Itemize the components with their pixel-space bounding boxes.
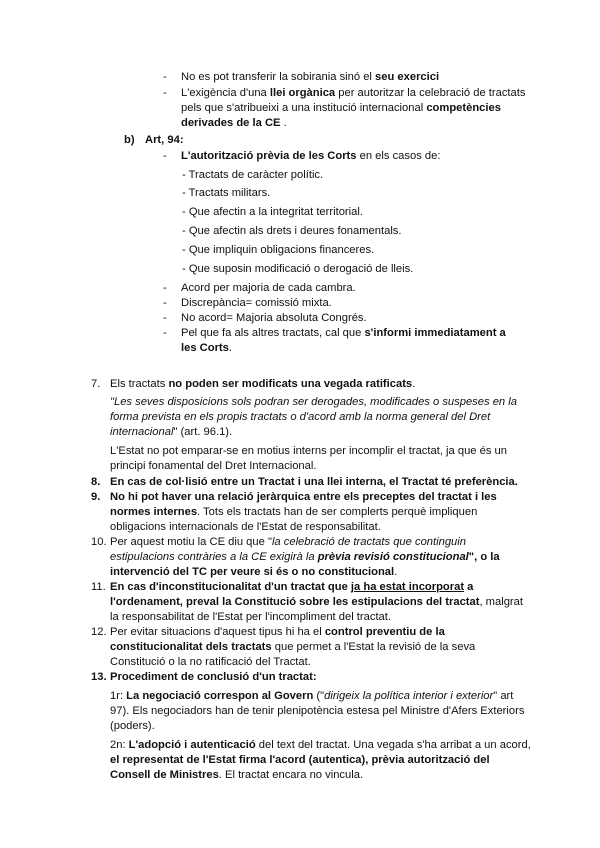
art94-authorization	[181, 149, 440, 163]
case-item: - Tractats militars.	[182, 187, 271, 199]
bold-run: s'informi immediatament a	[364, 327, 506, 339]
text-run: Per aquest motiu la CE diu que "	[110, 536, 272, 548]
item-number: 11.	[91, 581, 106, 593]
quote-line-citation	[110, 425, 232, 439]
underlined-run: ja ha estat incorporat	[350, 581, 465, 593]
bold-italic-run: prèvia revisió constitucional	[317, 551, 469, 563]
step-1-line2: 97). Els negociadors han de tenir plenipotència estesa pel Ministre d'Afers Exteriors	[110, 705, 525, 717]
text-run: Els tractats	[110, 378, 169, 390]
item-10-line2	[110, 550, 500, 564]
art94-bullet: No acord= Majoria absoluta Congrés.	[181, 312, 367, 324]
text-run: " (art. 96.1).	[173, 426, 233, 438]
art94-heading: Art, 94:	[145, 134, 184, 146]
art93-item-organic-law-line1	[181, 86, 525, 100]
item-8-text: En cas de col·lisió entre un Tractat i una llei interna, el Tractat té preferència.	[110, 476, 518, 488]
bold-run: seu exercici	[375, 71, 440, 83]
text-run: per autoritzar la celebració de tractats	[335, 87, 526, 99]
item-9-line3: obligacions internacionals de l'Estat de responsabilitat.	[110, 521, 381, 533]
text-run: 1r:	[110, 690, 127, 702]
text-run: .	[394, 566, 398, 578]
italic-run: internacional	[110, 426, 174, 438]
bullet-dash: -	[163, 71, 167, 83]
step-1-line1	[110, 689, 513, 703]
item-number: 12.	[91, 626, 107, 638]
estat-line: principi fonamental del Dret Internacional.	[110, 460, 317, 472]
italic-run: la celebració de tractats que continguin	[271, 536, 466, 548]
bold-run: Consell de Ministres	[110, 769, 219, 781]
text-run: que permet a l'Estat la revisió de la seva	[271, 641, 476, 653]
italic-run: dirigeix la política interior i exterior	[324, 690, 494, 702]
text-run: , malgrat	[479, 596, 523, 608]
bullet-dash: -	[163, 297, 167, 309]
step-2-line3	[110, 768, 363, 782]
item-12-line3: Constitució o la no ratificació del Tractat.	[110, 656, 311, 668]
bold-run: les Corts	[181, 342, 229, 354]
step-1-line3: (poders).	[110, 720, 155, 732]
quote-line: "Les seves disposicions sols podran ser derogades, modificades o suspeses en la	[110, 396, 517, 408]
text-run: pels que s'atribueixi a una institució internacional	[181, 102, 427, 114]
bullet-dash: -	[163, 87, 167, 99]
item-10-line1	[110, 535, 466, 549]
bullet-dash: -	[163, 150, 167, 162]
bold-run: En cas d'inconstitucionalitat d'un tractat que	[110, 581, 351, 593]
text-run: No es pot transferir la sobirania sinó el	[181, 71, 376, 83]
item-12-line2	[110, 640, 475, 654]
text-run: Per evitar situacions d'aquest tipus hi ha el	[110, 626, 325, 638]
text-run: 2n:	[110, 739, 129, 751]
text-run: . Tots els tractats han de ser complerts perquè impliquen	[197, 506, 478, 518]
item-10-line3	[110, 565, 397, 579]
italic-run: estipulacions contràries a la CE exigirà la	[110, 551, 318, 563]
bullet-dash: -	[163, 327, 167, 339]
art94-bullet-other-treaties-line1	[181, 326, 506, 340]
bold-run: derivades de la CE	[181, 117, 281, 129]
bold-run: competències	[426, 102, 501, 114]
bullet-dash: -	[163, 282, 167, 294]
bold-run: ", o la	[468, 551, 500, 563]
text-run: . El tractat encara no vincula.	[218, 769, 364, 781]
bold-run: L'adopció i autenticació	[128, 739, 256, 751]
item-number: 9.	[91, 491, 101, 503]
quote-line: forma prevista en els propis tractats o d'acord amb la norma general del Dret	[110, 411, 491, 423]
art93-item-organic-law-line3	[181, 116, 287, 130]
bold-run: La negociació correspon al Govern	[126, 690, 314, 702]
bold-run: intervenció del TC per veure si és o no constitucional	[110, 566, 395, 578]
bold-run: llei orgànica	[269, 87, 336, 99]
bold-run: constitucionalitat dels tractats	[110, 641, 272, 653]
text-run: " art	[493, 690, 514, 702]
item-number: 7.	[91, 378, 101, 390]
text-run: .	[280, 117, 287, 129]
bold-run: control preventiu de la	[324, 626, 445, 638]
item-11-line1	[110, 580, 473, 594]
item-13-heading: Procediment de conclusió d'un tractat:	[110, 671, 317, 683]
text-run: en els casos de:	[356, 150, 441, 162]
estat-line: L'Estat no pot emparar-se en motius interns per incomplir el tractat, ja que és un	[110, 445, 508, 457]
case-item: - Que impliquin obligacions financeres.	[182, 244, 375, 256]
art94-bullet: Acord per majoria de cada cambra.	[181, 282, 356, 294]
item-number: 8.	[91, 476, 101, 488]
art93-item-sovereignty	[181, 70, 439, 84]
art93-item-organic-law-line2	[181, 101, 501, 115]
item-12-line1	[110, 625, 445, 639]
step-2-line1	[110, 738, 531, 752]
item-9-line1: No hi pot haver una relació jeràrquica entre els preceptes del tractat i les	[110, 491, 497, 503]
case-item: - Tractats de caràcter polític.	[182, 169, 324, 181]
case-item: - Que afectin a la integritat territorial.	[182, 206, 363, 218]
art94-bullet-other-treaties-line2	[181, 341, 232, 355]
text-run: ("	[313, 690, 325, 702]
item-number: 10.	[91, 536, 107, 548]
text-run: L'exigència d'una	[181, 87, 270, 99]
text-run: Pel que fa als altres tractats, cal que	[181, 327, 365, 339]
bold-run: l'ordenament, preval la Constitució sobre les estipulacions del tractat	[110, 596, 480, 608]
item-9-line2	[110, 505, 477, 519]
item-11-line3: la responsabilitat de l'Estat per l'incompliment del tractat.	[110, 611, 391, 623]
case-item: - Que afectin als drets i deures fonamentals.	[182, 225, 402, 237]
item-7-text	[110, 377, 415, 391]
bullet-dash: -	[163, 312, 167, 324]
bold-run: L'autorització prèvia de les Corts	[181, 150, 357, 162]
item-number: 13.	[91, 671, 107, 683]
case-item: - Que suposin modificació o derogació de lleis.	[182, 263, 414, 275]
text-run: del text del tractat. Una vegada s'ha arribat a un acord,	[255, 739, 531, 751]
art94-bullet: Discrepància= comissió mixta.	[181, 297, 332, 309]
text-run: .	[412, 378, 416, 390]
step-2-line2: el representat de l'Estat firma l'acord (autentica), prèvia autorització del	[110, 754, 490, 766]
text-run: .	[228, 342, 232, 354]
art94-label: b)	[124, 134, 135, 146]
bold-run: normes internes	[110, 506, 198, 518]
bold-run: a	[464, 581, 474, 593]
item-11-line2	[110, 595, 523, 609]
bold-run: no poden ser modificats una vegada ratificats	[168, 378, 413, 390]
